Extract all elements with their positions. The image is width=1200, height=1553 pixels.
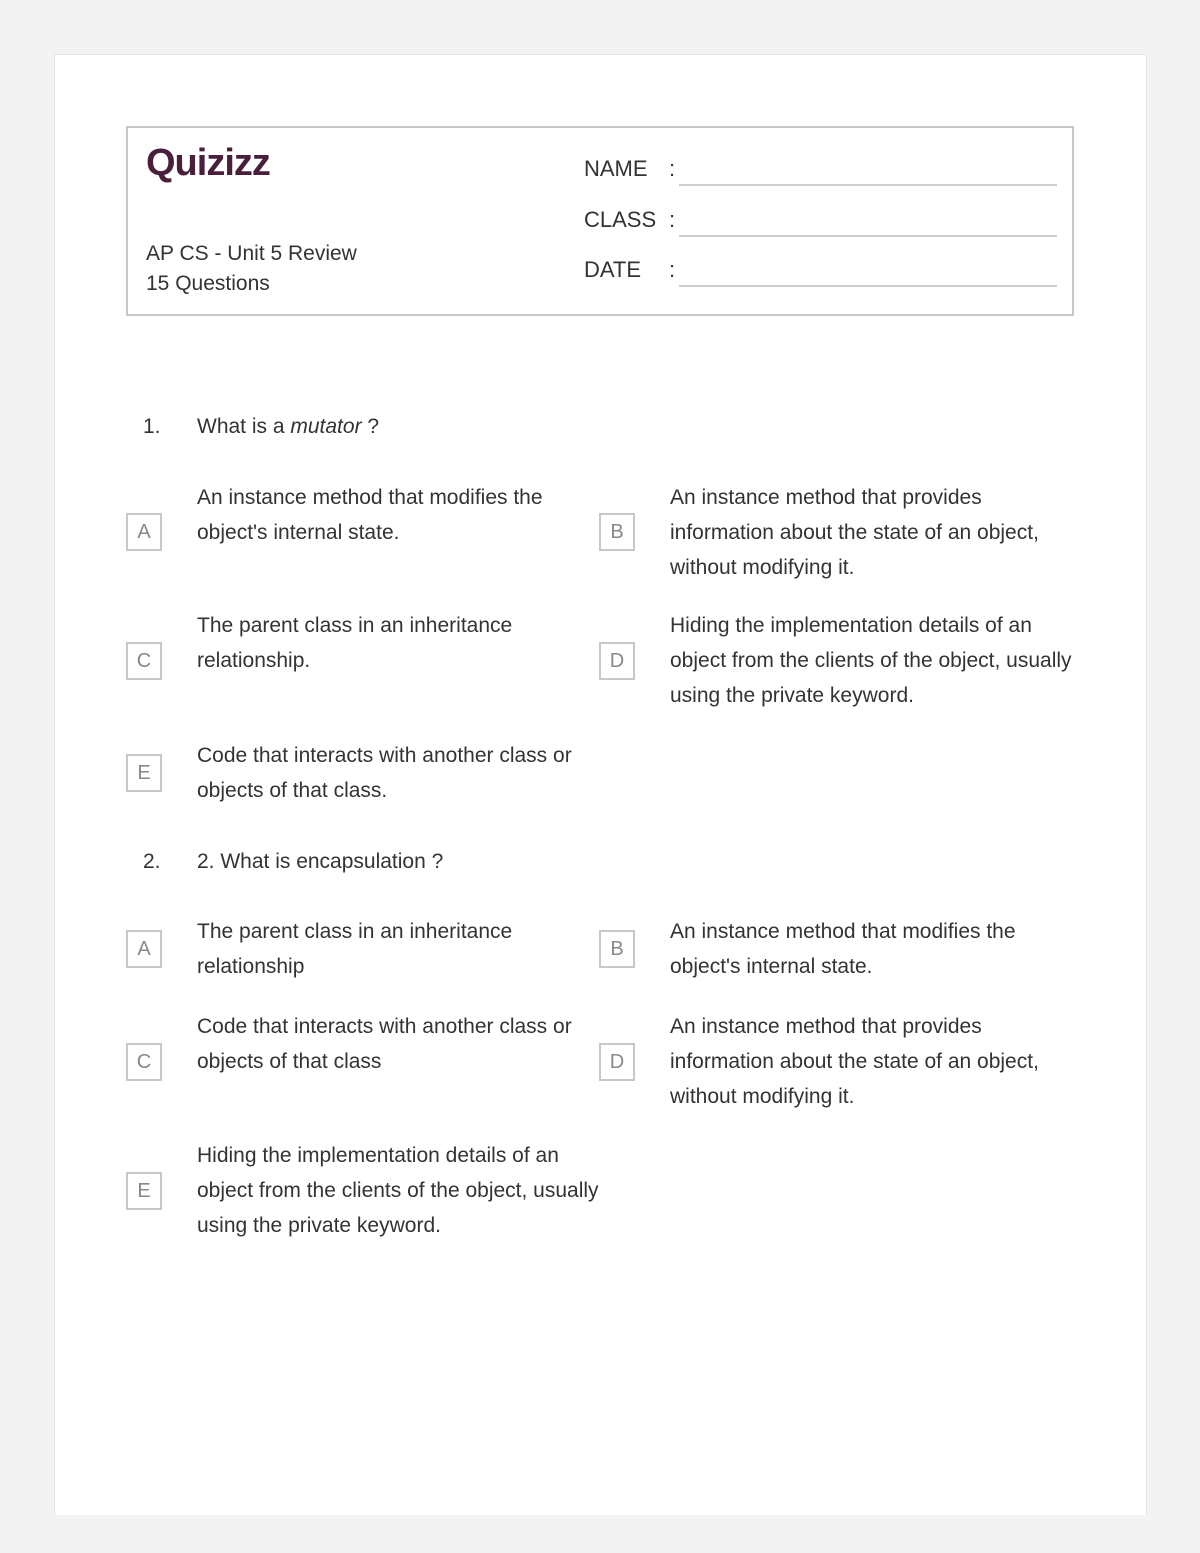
date-label: DATE	[584, 257, 642, 282]
question-2-option-e-box[interactable]: E	[126, 1172, 162, 1210]
question-2-option-d-box[interactable]: D	[599, 1043, 635, 1081]
question-1-option-a-box[interactable]: A	[126, 513, 162, 551]
question-1-text-suffix: ?	[361, 415, 380, 438]
date-line[interactable]	[679, 285, 1057, 287]
question-2-option-b-box[interactable]: B	[599, 930, 635, 968]
question-2-option-a-box[interactable]: A	[126, 930, 162, 968]
date-colon: :	[669, 257, 676, 282]
name-label: NAME	[584, 156, 648, 181]
question-2-text: 2. What is encapsulation ?	[197, 850, 444, 873]
class-line[interactable]	[679, 235, 1057, 237]
question-1-option-b-text: An instance method that provides information about the state of an object, without modifying it.	[670, 486, 1039, 579]
question-count: 15 Questions	[146, 272, 270, 295]
class-field	[584, 207, 681, 233]
question-2-option-a-text: The parent class in an inheritance relationship	[197, 920, 513, 978]
class-colon: :	[669, 207, 676, 232]
question-2-option-d-text: An instance method that provides information about the state of an object, without modifying it.	[670, 1015, 1039, 1108]
question-1-option-b-box[interactable]: B	[599, 513, 635, 551]
class-label: CLASS	[584, 207, 657, 232]
name-line[interactable]	[679, 184, 1057, 186]
question-1-option-e-text: Code that interacts with another class or objects of that class.	[197, 744, 572, 802]
question-2-option-c-text: Code that interacts with another class or objects of that class	[197, 1015, 572, 1073]
quiz-title: AP CS - Unit 5 Review	[146, 242, 357, 265]
name-colon: :	[669, 156, 676, 181]
question-1-option-d-text: Hiding the implementation details of an object from the clients of the object, usually using the private keyword.	[670, 614, 1072, 707]
question-1-option-a-text: An instance method that modifies the object's internal state.	[197, 486, 543, 544]
question-2-option-c-box[interactable]: C	[126, 1043, 162, 1081]
question-1-option-d-box[interactable]: D	[599, 642, 635, 680]
question-2-option-b-text: An instance method that modifies the object's internal state.	[670, 920, 1016, 978]
question-1-text-emphasis: mutator	[290, 415, 362, 438]
question-1-number: 1.	[143, 415, 161, 438]
date-field	[584, 257, 681, 283]
question-1-option-c-text: The parent class in an inheritance relationship.	[197, 614, 513, 672]
question-1-option-e-box[interactable]: E	[126, 754, 162, 792]
name-field	[584, 156, 681, 182]
quizizz-logo: Quizizz	[146, 142, 270, 184]
question-1-text	[197, 415, 379, 439]
question-1-option-c-box[interactable]: C	[126, 642, 162, 680]
question-2-number: 2.	[143, 850, 161, 873]
question-1-text-prefix: What is a	[197, 415, 291, 438]
worksheet-header	[126, 126, 1074, 316]
question-2-option-e-text: Hiding the implementation details of an object from the clients of the object, usually using the private keyword.	[197, 1144, 599, 1237]
